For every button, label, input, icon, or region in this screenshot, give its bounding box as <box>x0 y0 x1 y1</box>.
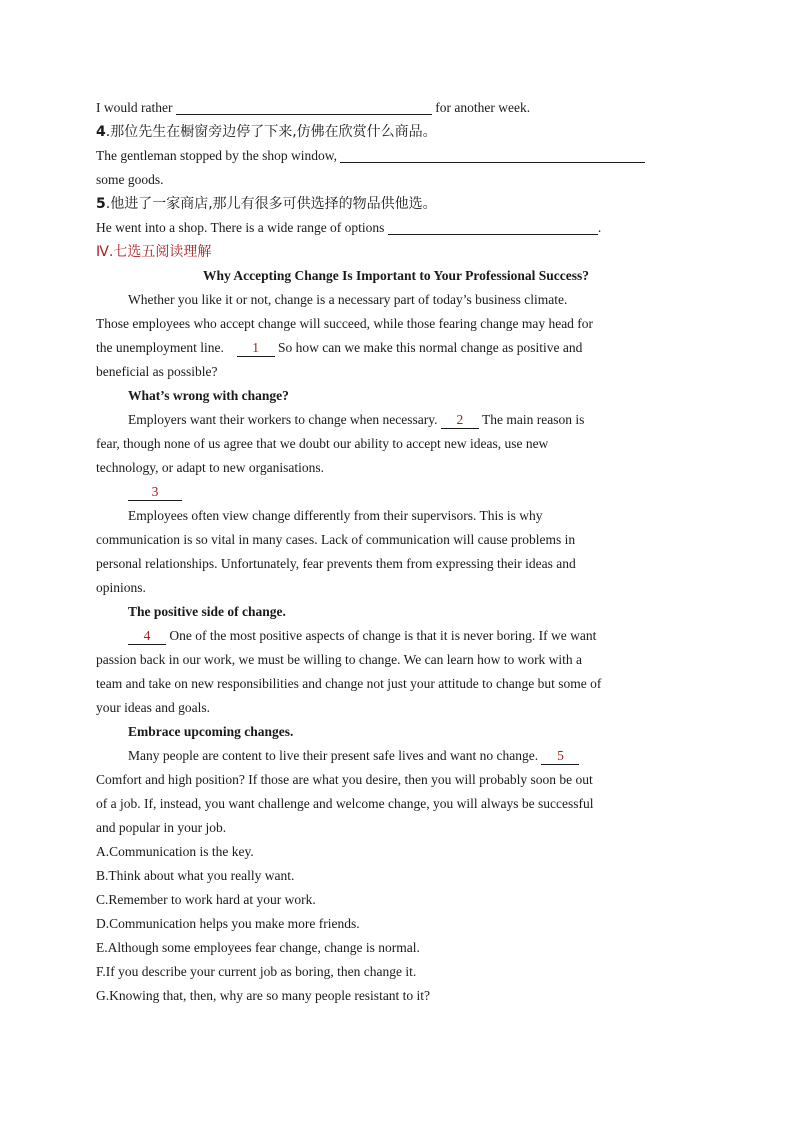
option-g[interactable]: G.Knowing that, then, why are so many people resistant to it? <box>96 988 431 1003</box>
section-heading: Ⅳ.七选五阅读理解 <box>96 244 212 260</box>
paragraph-line: and popular in your job. <box>96 820 227 835</box>
paragraph-line: 4 One of the most positive aspects of change is that it is never boring. If we want <box>96 624 696 648</box>
option-a[interactable]: A.Communication is the key. <box>96 844 254 859</box>
subheading: The positive side of change. <box>128 604 286 619</box>
fill-in-item-4-cont <box>96 168 696 192</box>
fill-in-item-5 <box>96 216 696 240</box>
paragraph-line: the unemployment line. 1 So how can we make this normal change as positive and <box>96 340 583 355</box>
subheading: Embrace upcoming changes. <box>128 724 294 739</box>
blank-4[interactable]: 4 <box>128 628 166 645</box>
sentence-start: He went into a shop. There is a wide range of options <box>96 220 385 235</box>
chinese-sentence: .那位先生在橱窗旁边停了下来,仿佛在欣赏什么商品。 <box>105 124 437 140</box>
paragraph-line: your ideas and goals. <box>96 700 210 715</box>
chinese-sentence: .他进了一家商店,那儿有很多可供选择的物品供他选。 <box>105 196 437 212</box>
paragraph-line <box>96 480 696 504</box>
subheading: What’s wrong with change? <box>128 388 289 403</box>
paragraph-line: personal relationships. Unfortunately, fear prevents them from expressing their ideas and <box>96 556 576 571</box>
item-number: 5 <box>96 196 106 212</box>
paragraph-line: fear, though none of us agree that we doubt our ability to accept new ideas, use new <box>96 436 549 451</box>
paragraph-line: Employers want their workers to change when necessary. 2 The main reason is <box>128 412 585 427</box>
paragraph-line: team and take on new responsibilities and change not just your attitude to change but some of <box>96 676 602 691</box>
blank-5[interactable]: 5 <box>541 748 579 765</box>
fill-in-item-5-prompt <box>96 192 696 216</box>
answer-blank[interactable] <box>388 219 598 235</box>
sentence-end: for another week. <box>435 100 531 115</box>
paragraph-line: communication is so vital in many cases. Lack of communication will cause problems in <box>96 532 576 547</box>
fill-in-item-3 <box>96 96 696 120</box>
item-number: 4 <box>96 124 106 140</box>
document-page <box>96 96 696 1008</box>
paragraph-line: Those employees who accept change will succeed, while those fearing change may head for <box>96 316 594 331</box>
paragraph-line: Employees often view change differently from their supervisors. This is why <box>128 508 543 523</box>
option-b[interactable]: B.Think about what you really want. <box>96 868 295 883</box>
sentence-end: some goods. <box>96 172 164 187</box>
fill-in-item-4 <box>96 144 696 168</box>
passage-title: Why Accepting Change Is Important to Your Professional Success? <box>202 268 589 283</box>
option-f[interactable]: F.If you describe your current job as boring, then change it. <box>96 964 417 979</box>
answer-blank[interactable] <box>340 147 645 163</box>
fill-in-item-4-prompt <box>96 120 696 144</box>
paragraph-line: Comfort and high position? If those are what you desire, then you will probably soon be out <box>96 772 593 787</box>
option-e[interactable]: E.Although some employees fear change, change is normal. <box>96 940 420 955</box>
sentence-start: I would rather <box>96 100 173 115</box>
paragraph-line: beneficial as possible? <box>96 364 218 379</box>
paragraph-line: Many people are content to live their present safe lives and want no change. 5 <box>96 744 696 768</box>
sentence-start: The gentleman stopped by the shop window, <box>96 148 337 163</box>
sentence-end: . <box>597 220 602 235</box>
option-c[interactable]: C.Remember to work hard at your work. <box>96 892 316 907</box>
paragraph-line: Whether you like it or not, change is a necessary part of today’s business climate. <box>128 292 568 307</box>
paragraph-line: passion back in our work, we must be willing to change. We can learn how to work with a <box>96 652 583 667</box>
paragraph-line: technology, or adapt to new organisations. <box>96 460 324 475</box>
paragraph-line: of a job. If, instead, you want challenge and welcome change, you will always be successful <box>96 796 594 811</box>
blank-1[interactable]: 1 <box>237 340 275 357</box>
paragraph-line: opinions. <box>96 580 146 595</box>
blank-3[interactable]: 3 <box>128 484 182 501</box>
blank-2[interactable]: 2 <box>441 412 479 429</box>
answer-blank[interactable] <box>176 99 432 115</box>
option-d[interactable]: D.Communication helps you make more friends. <box>96 916 360 931</box>
